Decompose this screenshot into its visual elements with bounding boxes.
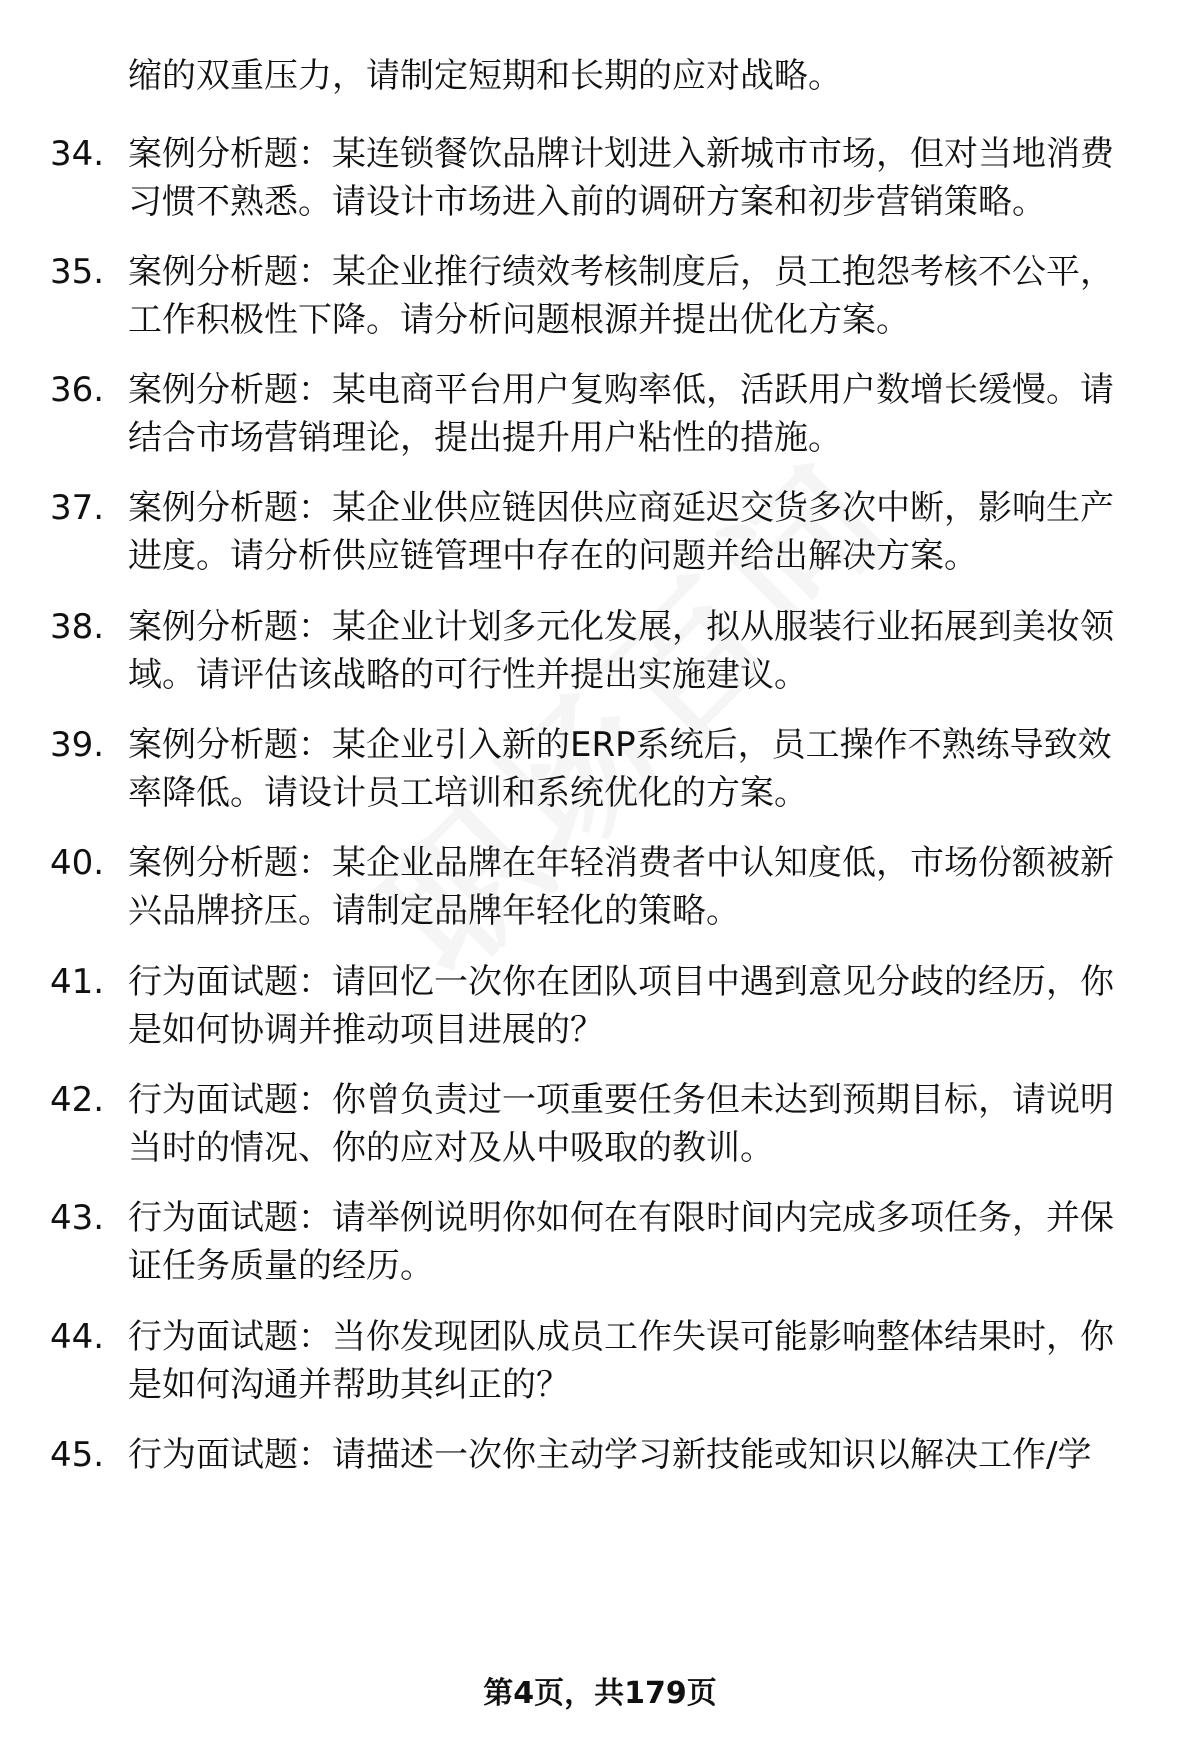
question-item	[50, 484, 1150, 580]
question-text: 案例分析题：某电商平台用户复购率低，活跃用户数增长缓慢。请结合市场营销理论，提出提升用户粘性的措施。	[128, 370, 1114, 458]
question-number: 40.	[50, 843, 105, 883]
question-text: 案例分析题：某企业品牌在年轻消费者中认知度低，市场份额被新兴品牌挤压。请制定品牌年轻化的策略。	[128, 843, 1114, 931]
question-number: 41.	[50, 962, 105, 1002]
question-number: 44.	[50, 1317, 105, 1357]
question-number: 35.	[50, 252, 105, 292]
question-item	[50, 603, 1150, 699]
question-text: 案例分析题：某企业引入新的ERP系统后，员工操作不熟练导致效率降低。请设计员工培训和系统优化的方案。	[128, 725, 1112, 813]
page-footer: 第4页，共179页	[483, 1676, 717, 1711]
question-text: 行为面试题：你曾负责过一项重要任务但未达到预期目标，请说明当时的情况、你的应对及从中吸取的教训。	[128, 1080, 1114, 1168]
question-text: 行为面试题：请描述一次你主动学习新技能或知识以解决工作/学	[128, 1435, 1092, 1475]
question-item	[50, 839, 1150, 935]
question-number: 36.	[50, 370, 105, 410]
question-text: 行为面试题：请举例说明你如何在有限时间内完成多项任务，并保证任务质量的经历。	[128, 1198, 1114, 1286]
question-number: 34.	[50, 134, 105, 174]
question-item	[50, 366, 1150, 462]
question-number: 37.	[50, 488, 105, 528]
question-item	[50, 1194, 1150, 1290]
question-number: 45.	[50, 1435, 105, 1475]
question-text: 案例分析题：某企业推行绩效考核制度后，员工抱怨考核不公平，工作积极性下降。请分析问题根源并提出优化方案。	[128, 252, 1114, 340]
question-item	[50, 1076, 1150, 1172]
question-text: 案例分析题：某企业供应链因供应商延迟交货多次中断，影响生产进度。请分析供应链管理中存在的问题并给出解决方案。	[128, 488, 1114, 576]
question-text: 案例分析题：某企业计划多元化发展，拟从服装行业拓展到美妆领域。请评估该战略的可行性并提出实施建议。	[128, 607, 1114, 695]
question-item	[50, 248, 1150, 344]
continued-paragraph: 缩的双重压力，请制定短期和长期的应对战略。	[128, 56, 842, 96]
question-number: 43.	[50, 1198, 105, 1238]
question-item	[50, 1431, 1150, 1479]
question-item	[50, 958, 1150, 1054]
question-text: 案例分析题：某连锁餐饮品牌计划进入新城市市场，但对当地消费习惯不熟悉。请设计市场进入前的调研方案和初步营销策略。	[128, 134, 1114, 222]
question-item	[50, 130, 1150, 226]
question-item	[50, 1313, 1150, 1409]
question-number: 38.	[50, 607, 105, 647]
question-text: 行为面试题：当你发现团队成员工作失误可能影响整体结果时，你是如何沟通并帮助其纠正的？	[128, 1317, 1114, 1405]
question-number: 39.	[50, 725, 105, 765]
question-item	[50, 721, 1150, 817]
question-number: 42.	[50, 1080, 105, 1120]
question-text: 行为面试题：请回忆一次你在团队项目中遇到意见分歧的经历，你是如何协调并推动项目进展的？	[128, 962, 1114, 1050]
